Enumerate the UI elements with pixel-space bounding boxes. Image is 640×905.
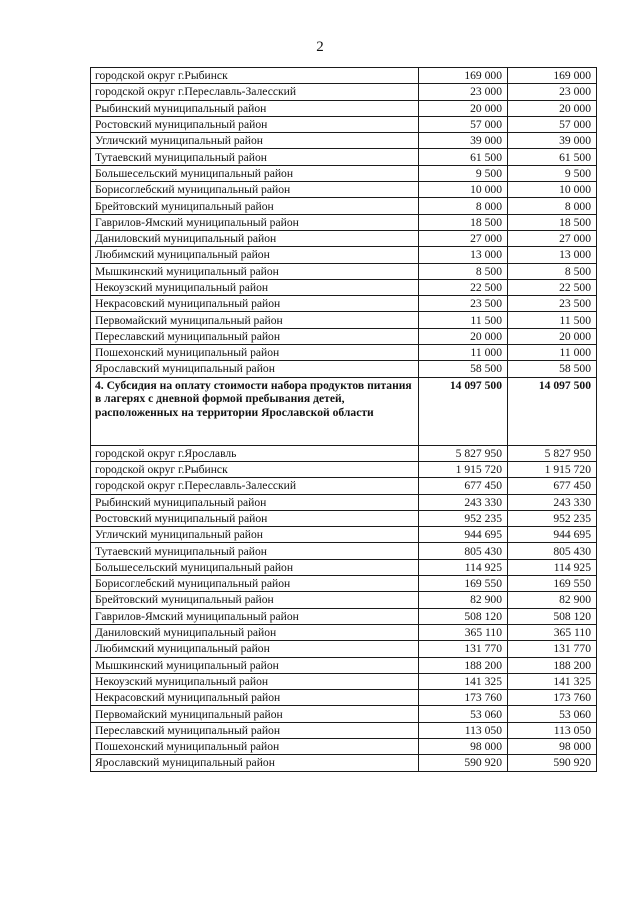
table-row [91,722,597,738]
row-value-1: 169 000 [419,68,508,84]
row-value-2: 169 550 [508,576,597,592]
row-value-2: 590 920 [508,755,597,771]
table-row [91,527,597,543]
row-value-1: 141 325 [419,673,508,689]
row-name: городской округ г.Рыбинск [91,461,419,477]
table-row [91,624,597,640]
row-value-1: 8 500 [419,263,508,279]
row-value-1: 131 770 [419,641,508,657]
row-value-2: 10 000 [508,182,597,198]
table-row [91,673,597,689]
table-row [91,68,597,84]
table-row [91,279,597,295]
row-name: Переславский муниципальный район [91,328,419,344]
row-value-1: 188 200 [419,657,508,673]
row-name: Гаврилов-Ямский муниципальный район [91,608,419,624]
table-row [91,543,597,559]
table-row [91,576,597,592]
row-name: городской округ г.Рыбинск [91,68,419,84]
row-name: Некоузский муниципальный район [91,673,419,689]
section-header-row [91,377,597,445]
row-value-1: 20 000 [419,100,508,116]
row-value-2: 18 500 [508,214,597,230]
row-name: Тутаевский муниципальный район [91,543,419,559]
section-value-2: 14 097 500 [508,377,597,445]
row-value-1: 952 235 [419,510,508,526]
row-value-1: 39 000 [419,133,508,149]
row-value-1: 508 120 [419,608,508,624]
row-value-1: 805 430 [419,543,508,559]
row-value-2: 8 500 [508,263,597,279]
row-value-1: 8 000 [419,198,508,214]
row-value-1: 10 000 [419,182,508,198]
row-value-2: 23 500 [508,296,597,312]
row-value-2: 23 000 [508,84,597,100]
row-value-2: 20 000 [508,100,597,116]
row-value-1: 20 000 [419,328,508,344]
row-name: Рыбинский муниципальный район [91,100,419,116]
table-row [91,116,597,132]
row-value-2: 13 000 [508,247,597,263]
table-row [91,690,597,706]
row-name: Ярославский муниципальный район [91,755,419,771]
table-row [91,328,597,344]
table-row [91,510,597,526]
row-name: Мышкинский муниципальный район [91,657,419,673]
row-value-2: 677 450 [508,478,597,494]
row-value-1: 98 000 [419,738,508,754]
row-value-2: 944 695 [508,527,597,543]
row-value-1: 9 500 [419,165,508,181]
row-value-2: 9 500 [508,165,597,181]
row-name: Рыбинский муниципальный район [91,494,419,510]
row-value-2: 188 200 [508,657,597,673]
table-row [91,296,597,312]
row-value-2: 952 235 [508,510,597,526]
table-row [91,214,597,230]
row-name: Борисоглебский муниципальный район [91,576,419,592]
row-name: Ростовский муниципальный район [91,510,419,526]
row-value-2: 27 000 [508,230,597,246]
row-value-2: 61 500 [508,149,597,165]
row-value-1: 58 500 [419,361,508,377]
row-name: Любимский муниципальный район [91,641,419,657]
table-row [91,165,597,181]
row-name: Первомайский муниципальный район [91,706,419,722]
row-value-1: 169 550 [419,576,508,592]
table-row [91,345,597,361]
row-name: Даниловский муниципальный район [91,230,419,246]
row-name: Угличский муниципальный район [91,527,419,543]
row-name: Любимский муниципальный район [91,247,419,263]
table-row [91,592,597,608]
section-title: 4. Субсидия на оплату стоимости набора продуктов питания в лагерях с дневной формой пребывания детей, расположенных на территории Ярославской области [91,377,419,445]
table-row [91,641,597,657]
table-row [91,247,597,263]
row-value-1: 23 000 [419,84,508,100]
row-value-1: 11 000 [419,345,508,361]
section-value-1: 14 097 500 [419,377,508,445]
table-row [91,198,597,214]
row-value-2: 57 000 [508,116,597,132]
row-value-2: 82 900 [508,592,597,608]
table-row [91,755,597,771]
row-value-1: 113 050 [419,722,508,738]
table-row [91,312,597,328]
row-value-2: 805 430 [508,543,597,559]
table-row [91,494,597,510]
row-value-1: 1 915 720 [419,461,508,477]
row-value-1: 22 500 [419,279,508,295]
row-value-2: 11 500 [508,312,597,328]
row-value-2: 365 110 [508,624,597,640]
row-name: Некрасовский муниципальный район [91,690,419,706]
table-body [91,68,597,772]
row-value-2: 20 000 [508,328,597,344]
table-row [91,559,597,575]
row-value-1: 11 500 [419,312,508,328]
row-value-1: 23 500 [419,296,508,312]
row-name: Угличский муниципальный район [91,133,419,149]
row-name: Мышкинский муниципальный район [91,263,419,279]
row-name: Пошехонский муниципальный район [91,738,419,754]
table-row [91,361,597,377]
row-value-2: 5 827 950 [508,445,597,461]
row-name: Брейтовский муниципальный район [91,198,419,214]
row-value-1: 57 000 [419,116,508,132]
row-value-1: 114 925 [419,559,508,575]
row-value-2: 11 000 [508,345,597,361]
row-value-1: 173 760 [419,690,508,706]
row-value-1: 18 500 [419,214,508,230]
page-number: 2 [316,39,324,55]
row-name: городской округ г.Ярославль [91,445,419,461]
row-name: Ростовский муниципальный район [91,116,419,132]
row-name: Большесельский муниципальный район [91,165,419,181]
row-value-1: 82 900 [419,592,508,608]
table-row [91,133,597,149]
row-value-2: 114 925 [508,559,597,575]
table-row [91,230,597,246]
row-value-2: 98 000 [508,738,597,754]
table-row [91,445,597,461]
row-name: Даниловский муниципальный район [91,624,419,640]
row-name: городской округ г.Переславль-Залесский [91,84,419,100]
row-name: Некоузский муниципальный район [91,279,419,295]
row-value-2: 173 760 [508,690,597,706]
table-row [91,149,597,165]
row-value-1: 27 000 [419,230,508,246]
row-value-2: 39 000 [508,133,597,149]
row-name: Тутаевский муниципальный район [91,149,419,165]
row-name: Большесельский муниципальный район [91,559,419,575]
table-row [91,461,597,477]
table-row [91,657,597,673]
row-value-2: 141 325 [508,673,597,689]
row-value-1: 53 060 [419,706,508,722]
row-value-2: 131 770 [508,641,597,657]
row-name: Гаврилов-Ямский муниципальный район [91,214,419,230]
row-value-1: 365 110 [419,624,508,640]
row-value-2: 22 500 [508,279,597,295]
row-name: Первомайский муниципальный район [91,312,419,328]
row-value-2: 169 000 [508,68,597,84]
table-row [91,478,597,494]
row-value-1: 13 000 [419,247,508,263]
row-value-2: 243 330 [508,494,597,510]
row-value-1: 944 695 [419,527,508,543]
row-name: Борисоглебский муниципальный район [91,182,419,198]
table-row [91,706,597,722]
table-row [91,100,597,116]
table-row [91,608,597,624]
row-name: Переславский муниципальный район [91,722,419,738]
row-name: Брейтовский муниципальный район [91,592,419,608]
row-value-2: 8 000 [508,198,597,214]
row-name: городской округ г.Переславль-Залесский [91,478,419,494]
row-value-2: 113 050 [508,722,597,738]
row-value-2: 508 120 [508,608,597,624]
row-name: Ярославский муниципальный район [91,361,419,377]
table-row [91,738,597,754]
row-value-1: 677 450 [419,478,508,494]
row-value-1: 243 330 [419,494,508,510]
row-value-1: 5 827 950 [419,445,508,461]
row-name: Некрасовский муниципальный район [91,296,419,312]
row-value-2: 1 915 720 [508,461,597,477]
table-row [91,84,597,100]
row-value-1: 61 500 [419,149,508,165]
row-value-1: 590 920 [419,755,508,771]
row-value-2: 53 060 [508,706,597,722]
row-value-2: 58 500 [508,361,597,377]
budget-table [90,67,597,772]
table-row [91,182,597,198]
table-row [91,263,597,279]
row-name: Пошехонский муниципальный район [91,345,419,361]
